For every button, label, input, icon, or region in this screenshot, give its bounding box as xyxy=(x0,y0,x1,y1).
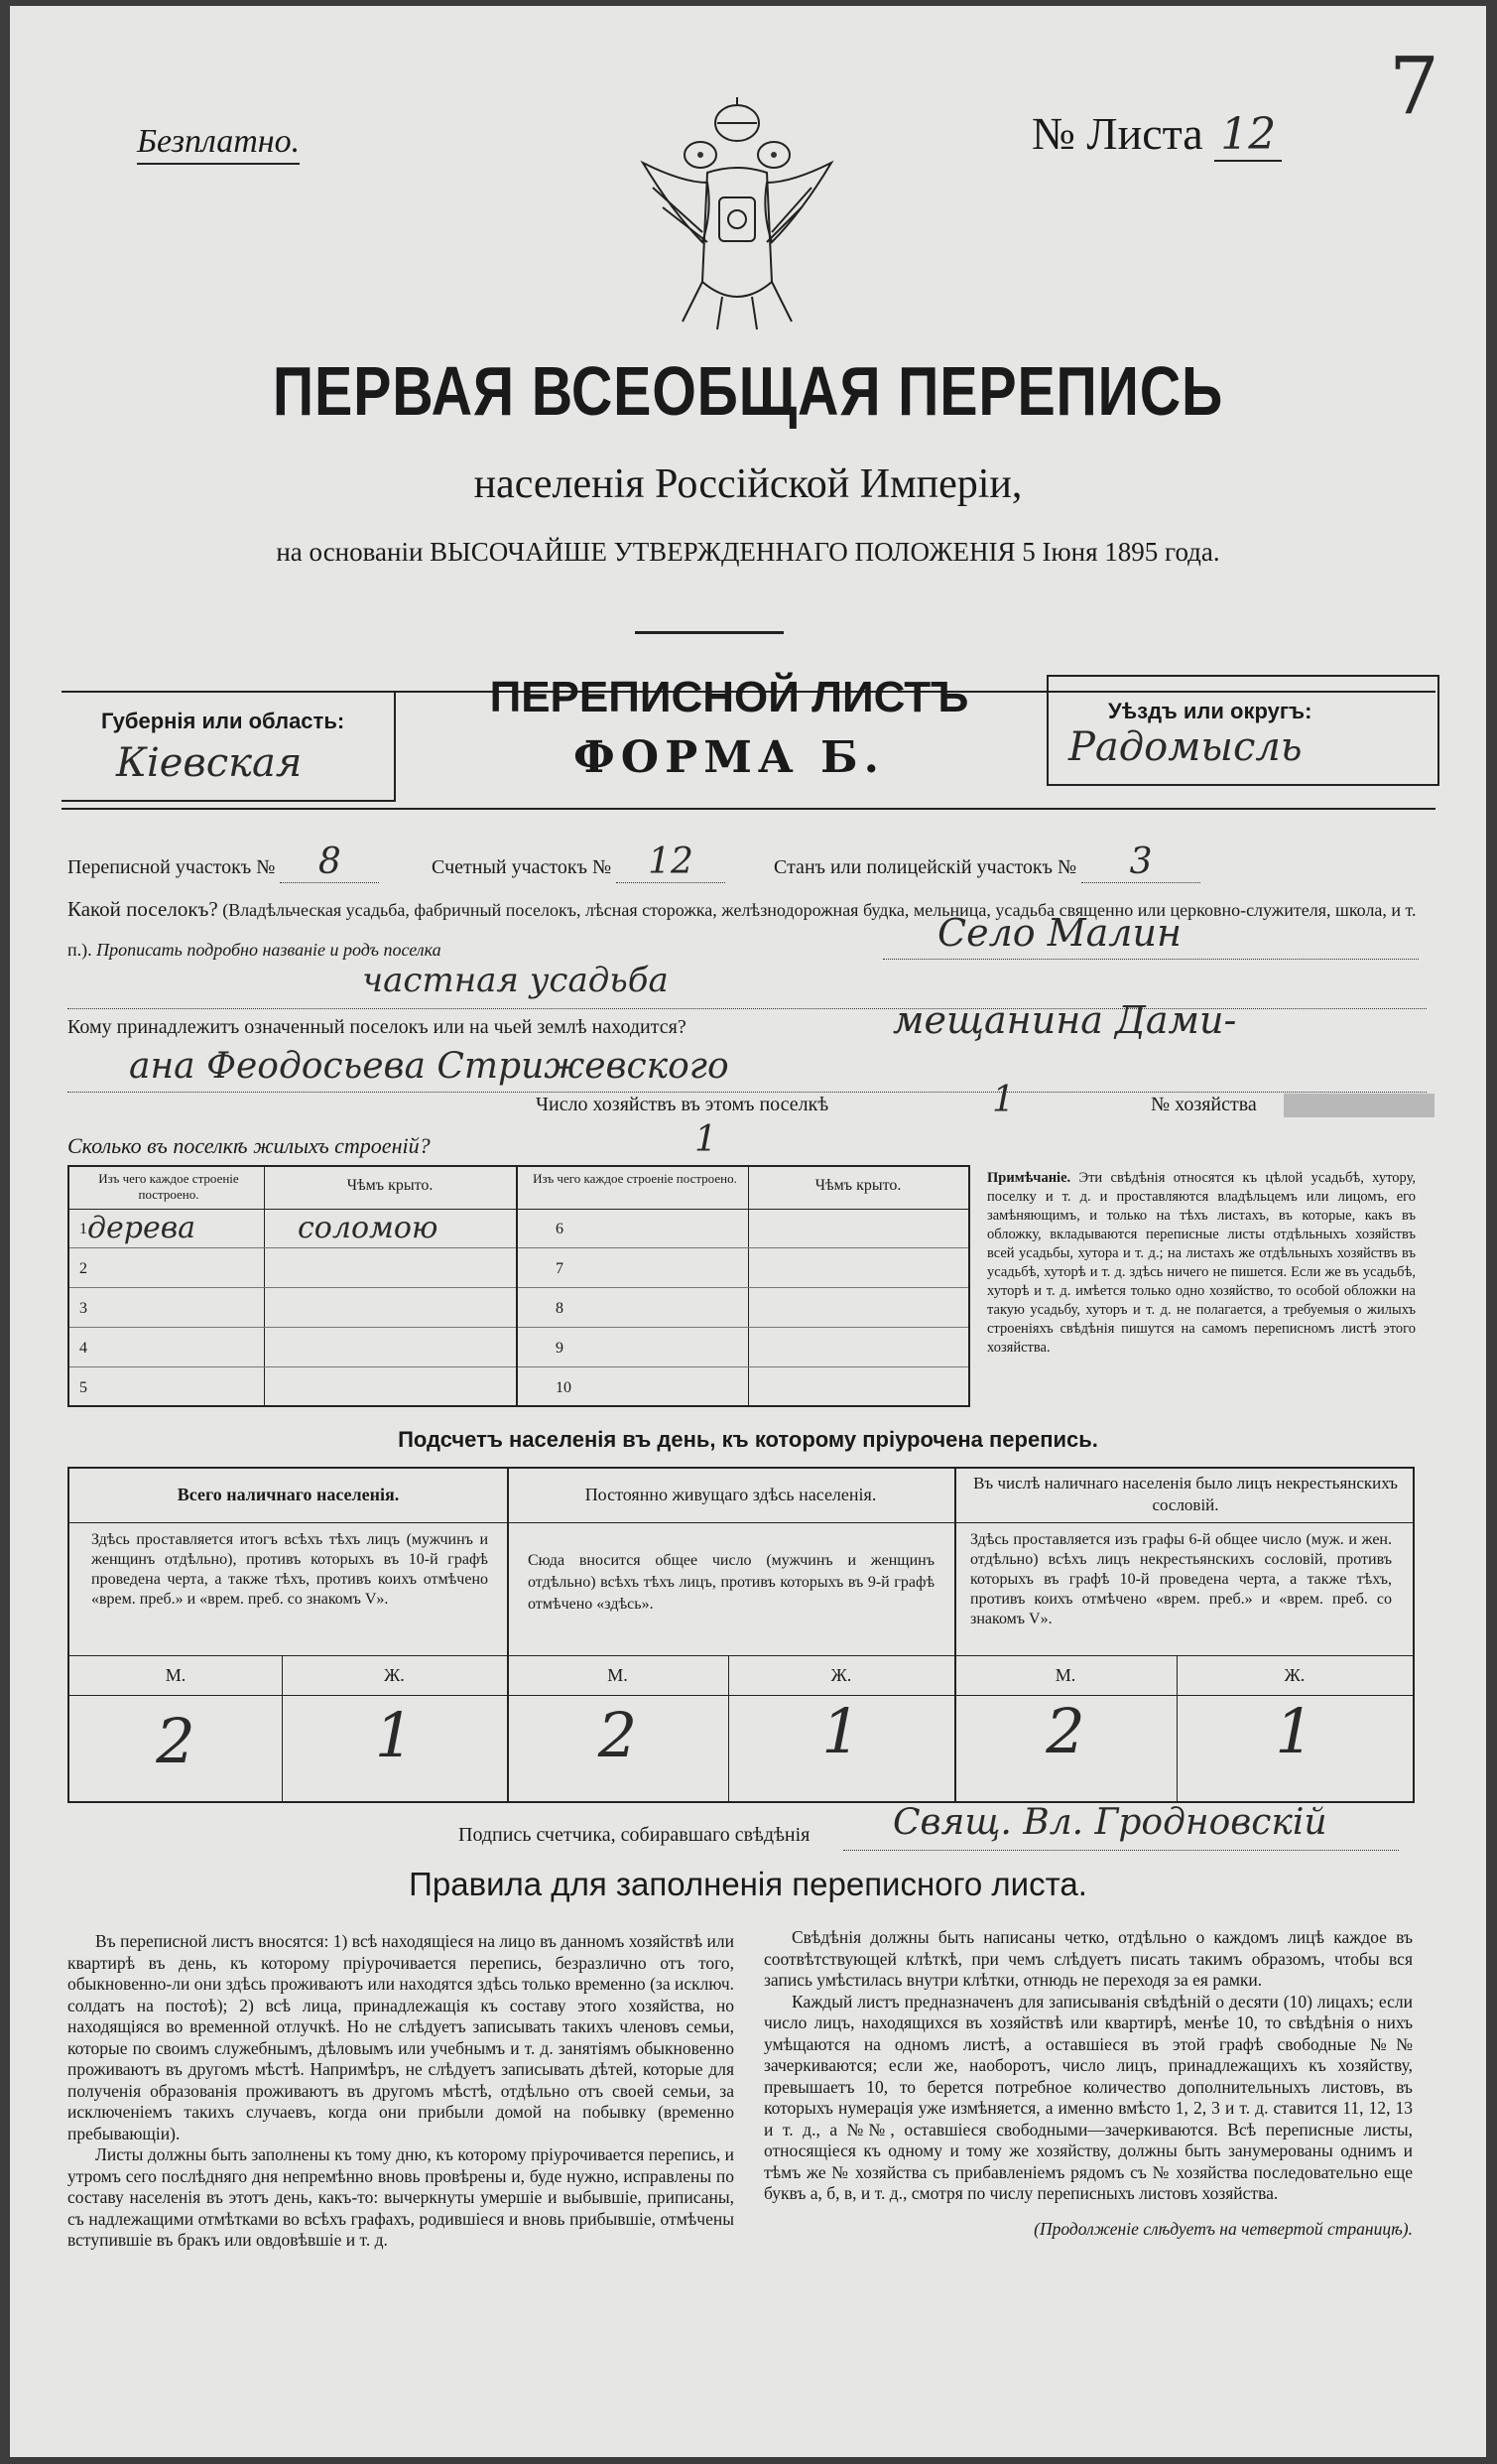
row-divider xyxy=(69,1522,1413,1523)
owner-label: Кому принадлежитъ означенный поселокъ или на чьей землѣ находится? xyxy=(67,1016,686,1038)
form-header-bottom-rule xyxy=(62,808,1435,810)
settlement-hint: Какой поселокъ? (Владѣльческая усадьба, фабричный поселокъ, лѣсная сторожка, желѣзнодорожная будка, мельница, усадьба священно или церковно-служителя, школа, и т. п.). Прописать подробно названіе и родъ поселка xyxy=(67,897,1417,960)
f-label: Ж. xyxy=(384,1665,405,1685)
form-name: ФОРМА Б. xyxy=(573,732,885,783)
rules-paragraph: Свѣдѣнія должны быть написаны четко, отдѣльно о каждомъ лицѣ каждое въ соотвѣтствующей клѣткѣ, при чемъ слѣдуетъ писать такимъ образомъ, чтобы вся запись умѣстилась внутри клѣтки, отнюдь не переходя за ея рамки. xyxy=(764,1927,1413,1990)
signature-value: Свящ. Вл. Гродновскій xyxy=(893,1802,1327,1843)
stan-row: Станъ или полицейскій участокъ № 3 xyxy=(774,842,1200,883)
households-value: 1 xyxy=(992,1080,1015,1120)
count-area-value: 12 xyxy=(616,842,725,883)
count-col1-text: Здѣсь проставляется итогъ всѣхъ тѣхъ лицъ (мужчинъ и женщинъ отдѣльно), противъ которыхъ въ 10-й графѣ проведена черта, а также тѣхъ, противъ коихъ отмѣчено «врем. преб.» и «врем. преб. со знакомъ V». xyxy=(91,1531,488,1608)
count-value: 2 xyxy=(156,1705,195,1777)
rules-heading: Правила для заполненія переписного листа. xyxy=(409,1866,1087,1902)
census-area-row: Переписной участокъ № 8 xyxy=(67,842,379,883)
table-row: 7 xyxy=(518,1248,968,1288)
table-row: 2 xyxy=(69,1248,516,1288)
emblem-icon xyxy=(623,93,851,336)
buildings-left-rows xyxy=(69,1209,516,1406)
table-row: 10 xyxy=(556,1379,571,1396)
signature-line xyxy=(843,1850,1399,1851)
uezd-label: Уѣздъ или округъ: xyxy=(1108,699,1312,723)
table-row: 3 xyxy=(69,1288,516,1328)
household-no-box xyxy=(1284,1094,1435,1117)
settlement-label: Какой поселокъ? xyxy=(67,897,218,921)
table-row: 6 xyxy=(518,1209,968,1248)
count-value: 2 xyxy=(1046,1695,1085,1767)
rules-paragraph: Въ переписной листъ вносятся: 1) всѣ находящіеся на лицо въ данномъ хозяйствѣ или квартирѣ въ день, къ которому пріурочивается перепись, безразлично отъ того, обыкновенно-ли они здѣсь проживаютъ или находятся здѣсь только временно (за исключ. солдатъ на постоѣ); 2) всѣ лица, принадлежащія къ составу этого хозяйства, но находящіяся во временной отлучкѣ. Но не слѣдуетъ записывать такихъ членовъ семьи, которые по своимъ служебнымъ, дѣловымъ или учебнымъ и т. д. занятіямъ обыкновенно проживаютъ въ другомъ мѣстѣ. Напримѣръ, не слѣдуетъ записывать дѣтей, которые для полученія образованія проживаютъ въ другомъ мѣстѣ, отдѣльно отъ своей семьи, за исключеніемъ такихъ случаевъ, когда они прибыли домой на побывку (временно пребывающіи). xyxy=(67,1931,734,2143)
note-block xyxy=(987,1169,1416,1358)
table-row: 5 xyxy=(79,1379,87,1396)
buildings-table xyxy=(67,1165,970,1407)
gubernia-value: Кіевская xyxy=(116,740,303,786)
count-col3-title: Въ числѣ наличнаго населенія было лицъ некрестьянскихъ сословій. xyxy=(973,1474,1398,1514)
count-value: 1 xyxy=(1275,1695,1314,1767)
uezd-box xyxy=(1047,675,1439,786)
owner-value: мещанина Дами- xyxy=(893,998,1237,1042)
f-label: Ж. xyxy=(830,1665,852,1685)
basis-line: на основаніи ВЫСОЧАЙШЕ УТВЕРЖДЕННАГО ПОЛОЖЕНІЯ 5 Іюня 1895 года. xyxy=(276,537,1220,567)
buildings-label: Сколько въ поселкѣ жилыхъ строеній? xyxy=(67,1133,431,1158)
table-row: 1 дерева соломою xyxy=(69,1209,516,1248)
buildings-value: 1 xyxy=(694,1119,717,1160)
count-value: 1 xyxy=(821,1695,861,1767)
material-value: дерева xyxy=(87,1211,196,1245)
buildings-right-rows xyxy=(518,1209,968,1406)
rules-left-column xyxy=(67,1931,734,2252)
count-col2-title: Постоянно живущаго здѣсь населенія. xyxy=(584,1485,877,1504)
sheet-number-value: 12 xyxy=(1214,109,1282,162)
settlement-line xyxy=(883,959,1419,960)
sheet-number-label: № Листа 12 xyxy=(1032,107,1282,160)
rules-right-column xyxy=(764,1927,1413,2240)
table-row: 4 xyxy=(69,1328,516,1367)
settlement-value: Село Малин xyxy=(937,911,1182,955)
corner-number: 7 xyxy=(1389,40,1439,132)
free-label: Безплатно. xyxy=(137,123,300,165)
col-material-right: Изъ чего каждое строеніе построено. xyxy=(533,1171,737,1186)
gubernia-label: Губернія или область: xyxy=(101,709,345,733)
households-label: Число хозяйствъ въ этомъ поселкѣ xyxy=(536,1094,829,1115)
count-col3-text: Здѣсь проставляется изъ графы 6-й общее число (муж. и жен. отдѣльно) всѣхъ лицъ некрестьянскихъ сословій, противъ которыхъ въ графѣ 10-й проведена черта, а также тѣхъ, противъ коихъ отмѣчено «врем. преб.» и «врем. преб. со знакомъ V». xyxy=(970,1531,1392,1627)
household-no-label: № хозяйства xyxy=(1151,1094,1257,1115)
gubernia-box xyxy=(62,691,396,802)
rules-paragraph: Листы должны быть заполнены къ тому дню, къ которому пріурочивается перепись, и утромъ сего послѣдняго дня непремѣнно вновь провѣрены и, буде нужно, исправлены по составу населенія въ этотъ день, какъ-то: вычеркнуты умершіе и выбывшіе, приписаны, съ надлежащими отмѣтками во всѣхъ графахъ, родившіеся и вновь прибывшіе, отмѣчены вступившіе въ бракъ или овдовѣвшіе и т. д. xyxy=(67,2144,734,2250)
main-title: ПЕРВАЯ ВСЕОБЩАЯ ПЕРЕПИСЬ xyxy=(272,352,1224,430)
census-area-value: 8 xyxy=(280,842,379,883)
owner-line2 xyxy=(67,1092,1427,1093)
count-table xyxy=(67,1467,1415,1803)
table-row: 8 xyxy=(518,1288,968,1328)
stan-value: 3 xyxy=(1081,842,1200,883)
m-label: М. xyxy=(607,1665,628,1685)
count-col2-text: Сюда вносится общее число (мужчинъ и женщинъ отдѣльно) всѣхъ тѣхъ лицъ, противъ которыхъ въ 9-й графѣ отмѣчено «здѣсь». xyxy=(528,1552,935,1613)
count-col1-title: Всего наличнаго населенія. xyxy=(177,1485,400,1504)
census-sheet xyxy=(10,6,1486,2457)
f-label: Ж. xyxy=(1284,1665,1306,1685)
col-material-left: Изъ чего каждое строеніе построено. xyxy=(98,1171,239,1202)
continuation-note: (Продолженіе слѣдуетъ на четвертой страницѣ). xyxy=(1034,2218,1413,2239)
count-value: 2 xyxy=(597,1699,638,1771)
settlement-value2: частная усадьба xyxy=(362,961,669,1000)
subtitle: населенія Россійской Имперіи, xyxy=(473,461,1023,507)
table-row: 9 xyxy=(518,1328,968,1367)
row-divider xyxy=(69,1655,1413,1656)
note-title: Примѣчаніе. xyxy=(987,1170,1071,1186)
form-title: ПЕРЕПИСНОЙ ЛИСТЪ xyxy=(489,673,969,721)
rules-paragraph: Каждый листъ предназначенъ для записыванія свѣдѣній о десяти (10) лицахъ; если число лицъ, находящихся въ хозяйствѣ или квартирѣ, менѣе 10, то свѣдѣнія о нихъ умѣщаются на одномъ листѣ, а оставшіеся въ этой графѣ свободные №№ зачеркиваются; если же, наоборотъ, число лицъ, принадлежащихъ къ хозяйству, превышаетъ 10, то берется потребное количество дополнительныхъ листовъ, въ которыхъ нумерація уже измѣняется, а именно вмѣсто 1, 2, 3 и т. д. ставится 11, 12, 13 и т. д., а №№, оставшіеся свободными—зачеркиваются. Всѣ переписные листы, относящіеся къ одному и тому же хозяйству, должны быть занумерованы однимъ и тѣмъ же № хозяйства съ прибавленіемъ рядомъ съ № хозяйства последовательно еще буквъ а, б, в, и т. д., смотря по числу переписныхъ листовъ хозяйства. xyxy=(764,1991,1413,2203)
col-roof-right: Чѣмъ крыто. xyxy=(814,1177,902,1194)
uezd-value: Радомысль xyxy=(1068,724,1303,770)
note-text: Эти свѣдѣнія относятся къ цѣлой усадьбѣ, хутору, поселку и т. д. и проставляются владѣльцемъ или лицомъ, его замѣняющимъ, и только на тѣхъ листахъ, въ которые, какъ въ обложку, вкладываются переписные листы отдѣльныхъ хозяйствъ всей усадьбы, хутора и т. д.; на листахъ же отдѣльныхъ хозяйствъ въ усадьбѣ, хуторѣ и т. д. здѣсь ничего не пишется. Если же въ усадьбѣ, хуторѣ и т. д. имѣется только одно хозяйство, то особой обложки на такую усадьбу, хуторъ и т. д. не полагается, а требуемыя о жилыхъ строеніяхъ свѣдѣнія пишутся на самомъ переписномъ листѣ этого хозяйства. xyxy=(987,1170,1416,1356)
settlement-hint2: Прописать подробно названіе и родъ поселка xyxy=(96,940,441,960)
m-label: М. xyxy=(165,1665,187,1685)
count-area-row: Счетный участокъ № 12 xyxy=(432,842,725,883)
roof-value: соломою xyxy=(298,1211,438,1245)
count-heading: Подсчетъ населенія въ день, къ которому пріурочена перепись. xyxy=(398,1427,1098,1452)
col-roof-left: Чѣмъ крыто. xyxy=(346,1177,434,1194)
signature-label: Подпись счетчика, собиравшаго свѣдѣнія xyxy=(458,1824,811,1846)
title-divider xyxy=(635,631,784,634)
count-value: 1 xyxy=(374,1699,415,1771)
m-label: М. xyxy=(1055,1665,1076,1685)
owner-value2: ана Феодосьева Стрижевского xyxy=(129,1046,729,1087)
